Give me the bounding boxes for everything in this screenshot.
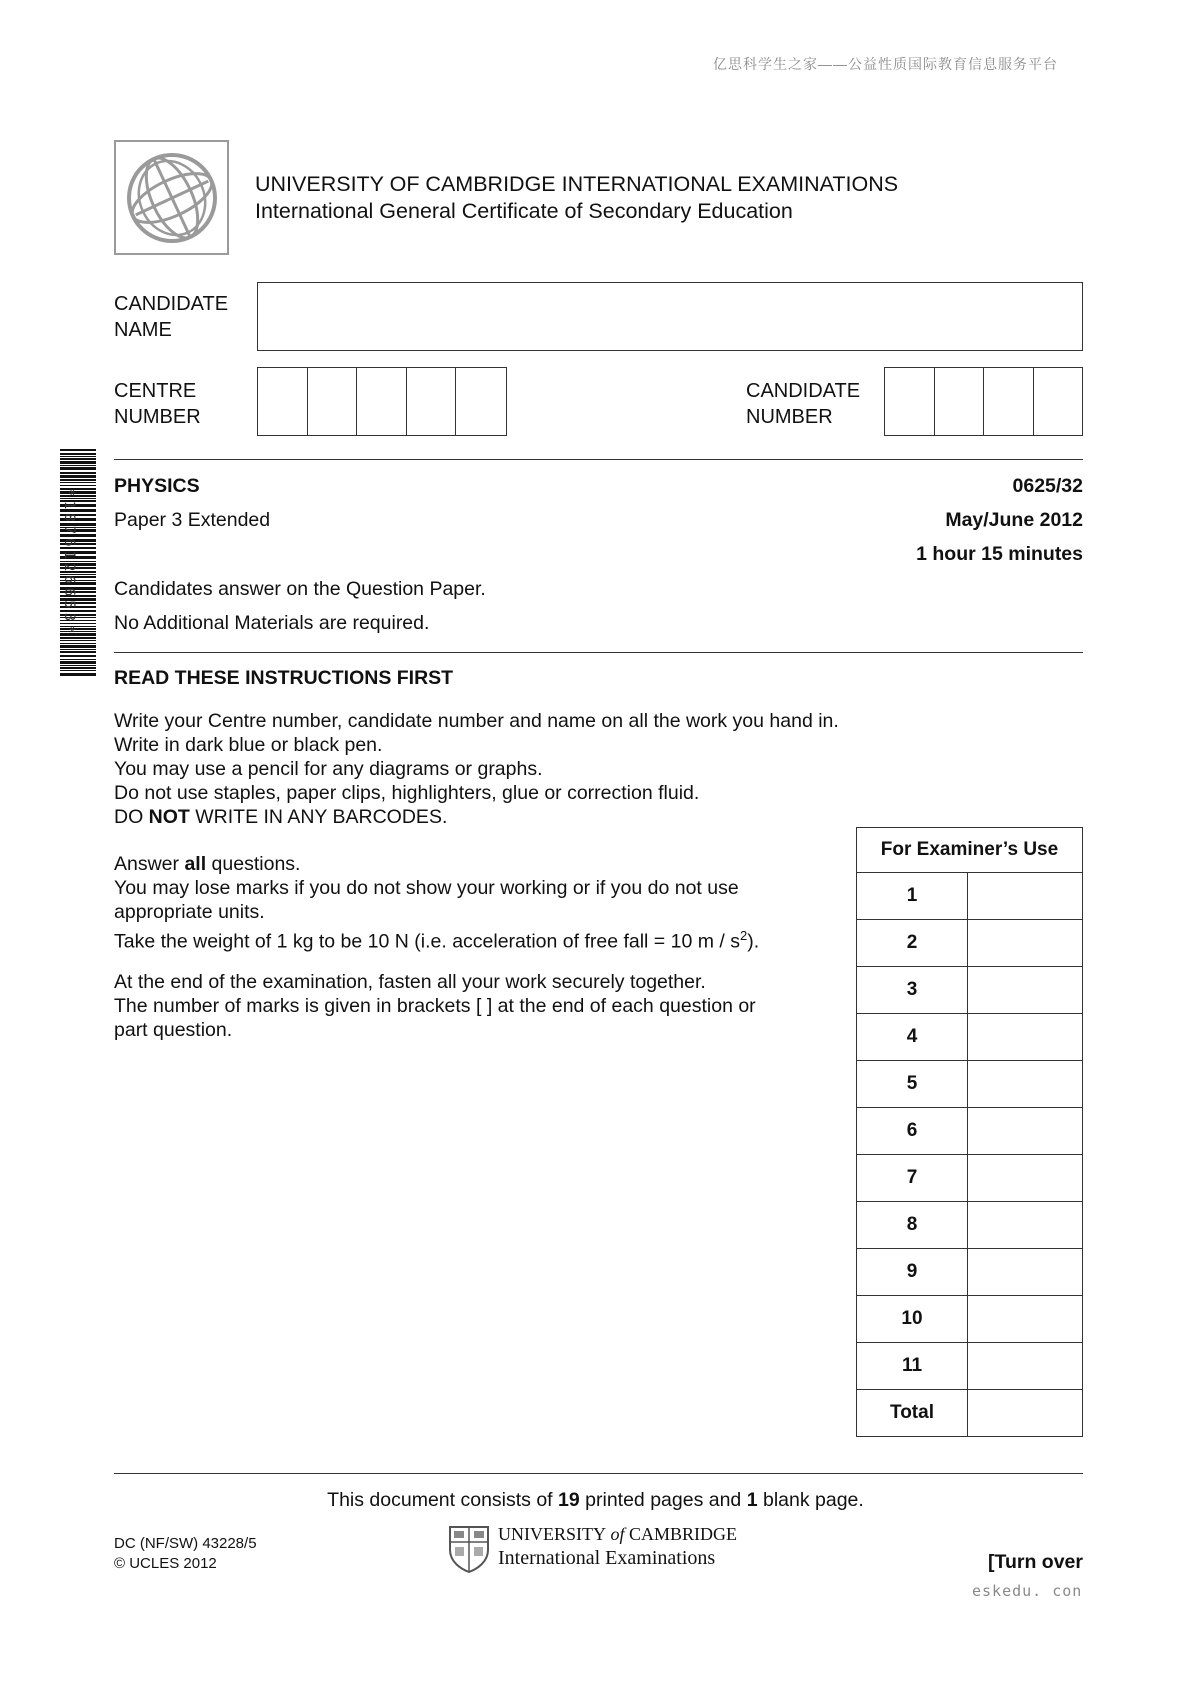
instructions-block-3 bbox=[114, 970, 756, 1042]
session: May/June 2012 bbox=[945, 509, 1083, 531]
materials-note: No Additional Materials are required. bbox=[114, 612, 430, 634]
mark-cell[interactable] bbox=[968, 920, 1083, 967]
ucie-crest bbox=[447, 1524, 491, 1579]
copyright: © UCLES 2012 bbox=[114, 1555, 217, 1572]
examiner-row bbox=[857, 920, 1083, 967]
instructions-heading: READ THESE INSTRUCTIONS FIRST bbox=[114, 667, 454, 689]
globe-icon bbox=[124, 150, 220, 246]
paper-name: Paper 3 Extended bbox=[114, 509, 271, 531]
instruction-line: You may lose marks if you do not show your working or if you do not use bbox=[114, 877, 739, 899]
examiner-row bbox=[857, 1390, 1083, 1437]
text: Take the weight of 1 kg to be 10 N (i.e. acceleration of free fall = 10 m / s bbox=[114, 930, 740, 953]
instruction-line: You may use a pencil for any diagrams or graphs. bbox=[114, 758, 543, 780]
examiner-row bbox=[857, 1155, 1083, 1202]
instruction-line bbox=[114, 805, 839, 829]
examiner-row bbox=[857, 967, 1083, 1014]
text: WRITE IN ANY BARCODES. bbox=[189, 806, 448, 828]
document-reference: DC (NF/SW) 43228/5 bbox=[114, 1535, 257, 1552]
label-line: NAME bbox=[114, 319, 172, 341]
subject: PHYSICS bbox=[114, 475, 200, 497]
footer-reference bbox=[114, 1534, 257, 1574]
mark-cell[interactable] bbox=[968, 1061, 1083, 1108]
qualification-name: International General Certificate of Secondary Education bbox=[255, 199, 793, 223]
question-number: 11 bbox=[857, 1343, 968, 1390]
digit-box[interactable] bbox=[407, 368, 457, 435]
text: Answer bbox=[114, 853, 185, 875]
centre-number-label bbox=[114, 378, 201, 430]
digit-box[interactable] bbox=[456, 368, 506, 435]
question-number: 9 bbox=[857, 1249, 968, 1296]
text: DO bbox=[114, 806, 149, 828]
text: This document consists of bbox=[327, 1489, 559, 1511]
digit-box[interactable] bbox=[308, 368, 358, 435]
examiner-row bbox=[857, 1014, 1083, 1061]
emphasis: all bbox=[184, 853, 207, 875]
mark-cell[interactable] bbox=[968, 1343, 1083, 1390]
mark-cell[interactable] bbox=[968, 1014, 1083, 1061]
examiner-row bbox=[857, 1343, 1083, 1390]
digit-box[interactable] bbox=[935, 368, 985, 435]
answer-note: Candidates answer on the Question Paper. bbox=[114, 578, 486, 600]
cambridge-crest-icon bbox=[447, 1524, 491, 1574]
digit-box[interactable] bbox=[1034, 368, 1083, 435]
text: ). bbox=[747, 930, 760, 953]
candidate-number-label bbox=[746, 378, 860, 430]
paper-code: 0625/32 bbox=[1012, 475, 1083, 497]
instructions-block-1 bbox=[114, 709, 839, 829]
digit-box[interactable] bbox=[357, 368, 407, 435]
turn-over: [Turn over bbox=[988, 1551, 1083, 1573]
question-number: 4 bbox=[857, 1014, 968, 1061]
instruction-line: The number of marks is given in brackets [ ] at the end of each question or bbox=[114, 995, 756, 1017]
text: CAMBRIDGE bbox=[629, 1524, 738, 1544]
instruction-line bbox=[114, 924, 759, 954]
label-line: CANDIDATE bbox=[114, 293, 229, 315]
text: questions. bbox=[206, 853, 301, 875]
label-line: NUMBER bbox=[114, 406, 201, 428]
page-count-note bbox=[0, 1488, 1191, 1512]
mark-cell[interactable] bbox=[968, 1155, 1083, 1202]
examiner-row bbox=[857, 1296, 1083, 1343]
label-line: NUMBER bbox=[746, 406, 833, 428]
bottom-watermark: eskedu. con bbox=[972, 1582, 1083, 1600]
mark-cell[interactable] bbox=[968, 967, 1083, 1014]
digit-box[interactable] bbox=[984, 368, 1034, 435]
barcode bbox=[40, 449, 96, 678]
question-number: 2 bbox=[857, 920, 968, 967]
digit-box[interactable] bbox=[885, 368, 935, 435]
question-number: 3 bbox=[857, 967, 968, 1014]
question-number: 7 bbox=[857, 1155, 968, 1202]
blank-page-count: 1 bbox=[746, 1489, 758, 1511]
barcode-bar bbox=[60, 449, 96, 451]
instruction-line: At the end of the examination, fasten all your work securely together. bbox=[114, 971, 706, 993]
globe-logo bbox=[114, 140, 229, 255]
question-number: 6 bbox=[857, 1108, 968, 1155]
text: blank page. bbox=[757, 1489, 864, 1511]
mark-cell[interactable] bbox=[968, 873, 1083, 920]
centre-number-field[interactable] bbox=[257, 367, 507, 436]
instruction-line: Do not use staples, paper clips, highlighters, glue or correction fluid. bbox=[114, 782, 700, 804]
barcode-number: *1876126653* bbox=[61, 488, 77, 638]
divider bbox=[114, 652, 1083, 653]
question-number: 8 bbox=[857, 1202, 968, 1249]
text: printed pages and bbox=[579, 1489, 747, 1511]
board-name: UNIVERSITY OF CAMBRIDGE INTERNATIONAL EXAMINATIONS bbox=[255, 172, 899, 196]
mark-cell[interactable] bbox=[968, 1390, 1083, 1437]
label-line: CANDIDATE bbox=[746, 380, 861, 402]
examiners-use-table bbox=[856, 827, 1083, 1437]
question-number: 10 bbox=[857, 1296, 968, 1343]
candidate-name-label bbox=[114, 291, 228, 343]
instruction-line: part question. bbox=[114, 1019, 233, 1041]
instruction-line: Write your Centre number, candidate number and name on all the work you hand in. bbox=[114, 710, 839, 732]
examiner-row bbox=[857, 1249, 1083, 1296]
question-number: 5 bbox=[857, 1061, 968, 1108]
ucie-subtitle: International Examinations bbox=[498, 1547, 716, 1569]
text: of bbox=[606, 1524, 630, 1544]
examiners-use-heading: For Examiner’s Use bbox=[857, 828, 1083, 873]
candidate-number-field[interactable] bbox=[884, 367, 1083, 436]
emphasis: NOT bbox=[148, 806, 190, 828]
examiner-row bbox=[857, 1108, 1083, 1155]
question-number: 1 bbox=[857, 873, 968, 920]
instructions-block-2 bbox=[114, 852, 759, 954]
duration: 1 hour 15 minutes bbox=[916, 543, 1083, 565]
superscript: 2 bbox=[739, 928, 748, 943]
divider bbox=[114, 459, 1083, 460]
digit-box[interactable] bbox=[258, 368, 308, 435]
instruction-line: appropriate units. bbox=[114, 901, 265, 923]
ucie-name bbox=[498, 1524, 737, 1545]
text: UNIVERSITY bbox=[498, 1524, 606, 1544]
printed-page-count: 19 bbox=[558, 1489, 580, 1511]
mark-cell[interactable] bbox=[968, 1108, 1083, 1155]
mark-cell[interactable] bbox=[968, 1249, 1083, 1296]
examiner-row bbox=[857, 1061, 1083, 1108]
examiner-row bbox=[857, 1202, 1083, 1249]
instruction-line: Write in dark blue or black pen. bbox=[114, 734, 383, 756]
candidate-name-field[interactable] bbox=[257, 282, 1083, 351]
divider bbox=[114, 1473, 1083, 1474]
examiner-row bbox=[857, 873, 1083, 920]
label-line: CENTRE bbox=[114, 380, 197, 402]
question-number: Total bbox=[857, 1390, 968, 1437]
mark-cell[interactable] bbox=[968, 1202, 1083, 1249]
mark-cell[interactable] bbox=[968, 1296, 1083, 1343]
top-watermark-note: 亿思科学生之家——公益性质国际教育信息服务平台 bbox=[713, 56, 1058, 72]
instruction-line bbox=[114, 852, 759, 876]
